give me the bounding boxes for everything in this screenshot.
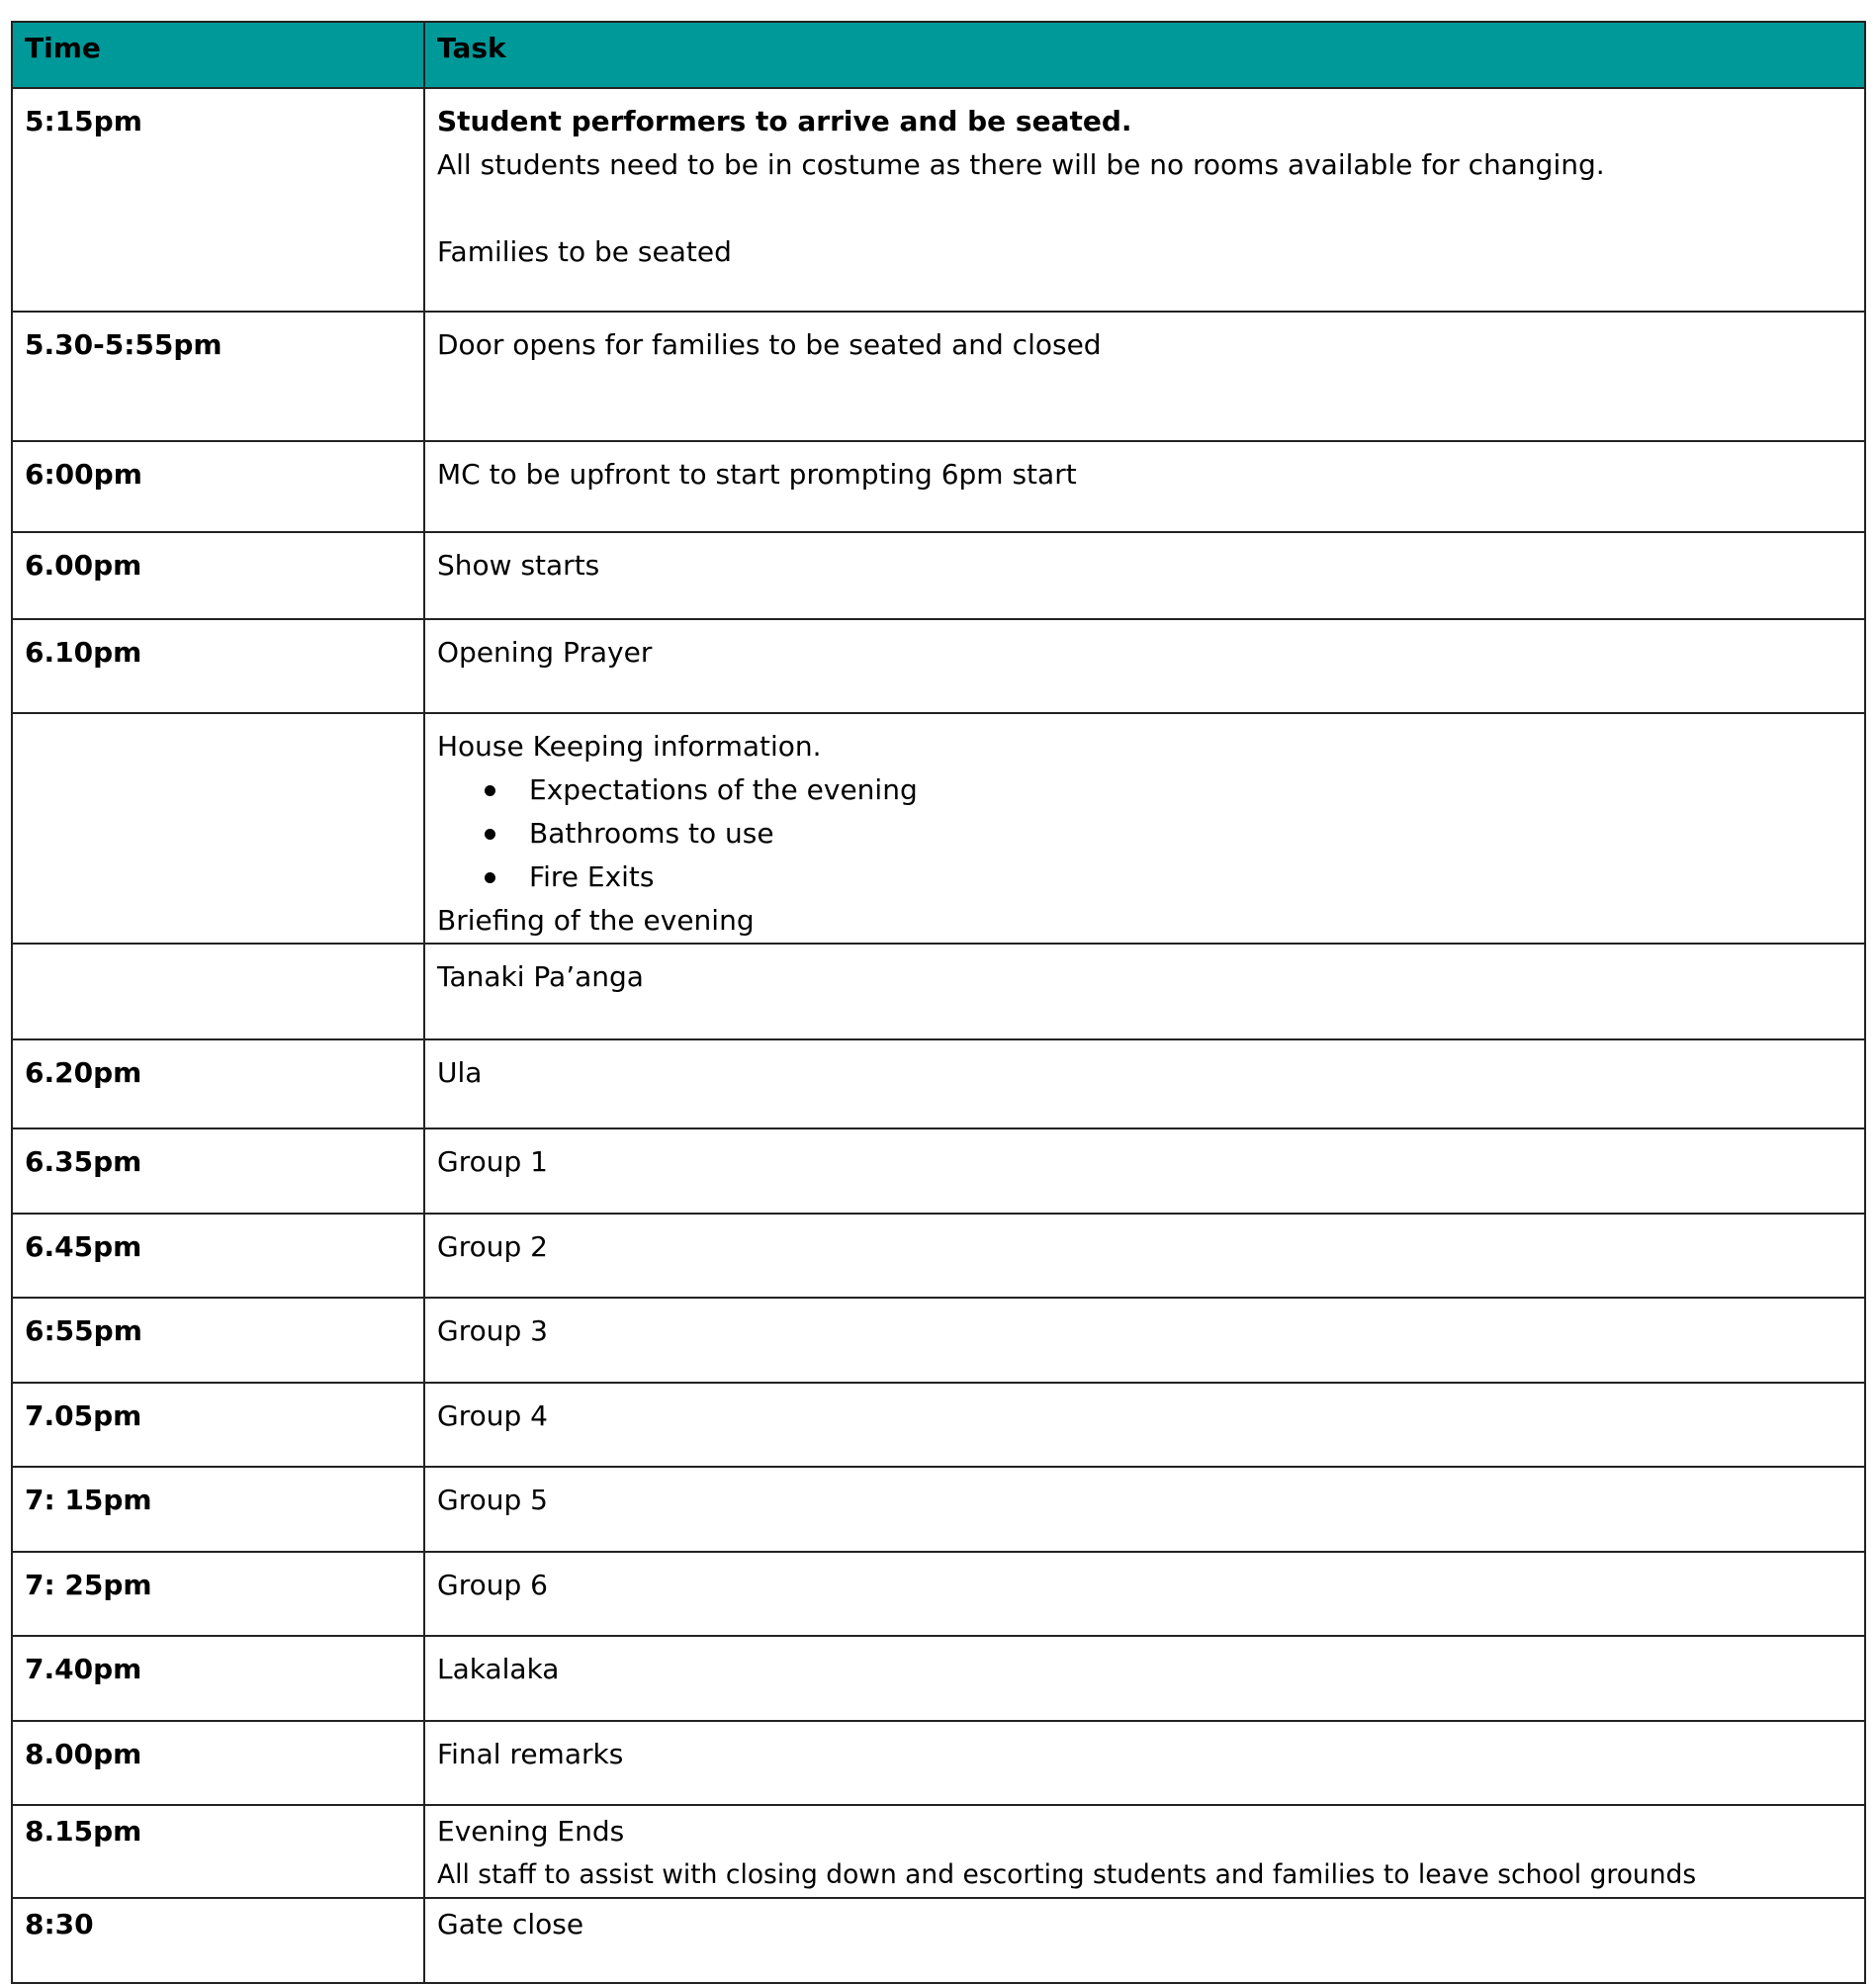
table-row [12, 1721, 1865, 1805]
list-item-label: Fire Exits [529, 860, 655, 893]
task-text: House Keeping information. [437, 730, 822, 763]
time-cell: 6.00pm [12, 532, 424, 619]
time-cell: 7.05pm [12, 1383, 424, 1467]
task-cell: Group 2 [424, 1214, 1865, 1298]
time-cell: 7: 15pm [12, 1467, 424, 1552]
schedule-table [11, 21, 1866, 1984]
list-item [437, 856, 1852, 899]
table-row [12, 713, 1865, 944]
task-cell: Lakalaka [424, 1636, 1865, 1721]
table-row [12, 1128, 1865, 1214]
list-item [437, 812, 1852, 856]
table-row [12, 1552, 1865, 1636]
task-cell: Group 4 [424, 1383, 1865, 1467]
list-item [437, 768, 1852, 812]
time-cell: 8.00pm [12, 1721, 424, 1805]
table-row [12, 1467, 1865, 1552]
time-cell: 8:30 [12, 1898, 424, 1983]
table-row [12, 1039, 1865, 1128]
task-cell: Opening Prayer [424, 619, 1865, 713]
table-row [12, 1636, 1865, 1721]
time-cell: 6.35pm [12, 1128, 424, 1214]
bullet-icon [485, 829, 495, 840]
time-cell: 5:15pm [12, 88, 424, 312]
table-row [12, 441, 1865, 532]
task-text: Families to be seated [437, 235, 732, 268]
task-header: Task [424, 22, 1865, 88]
table-row [12, 944, 1865, 1039]
table-row [12, 312, 1865, 441]
time-cell: 5.30-5:55pm [12, 312, 424, 441]
task-heading: Student performers to arrive and be seated. [437, 105, 1132, 137]
task-cell: Door opens for families to be seated and closed [424, 312, 1865, 441]
time-cell: 6.45pm [12, 1214, 424, 1298]
time-cell: 7: 25pm [12, 1552, 424, 1636]
task-cell: Group 1 [424, 1128, 1865, 1214]
task-cell: Ula [424, 1039, 1865, 1128]
time-cell: 6.20pm [12, 1039, 424, 1128]
bullet-icon [485, 872, 495, 883]
table-row [12, 1298, 1865, 1383]
task-cell: Show starts [424, 532, 1865, 619]
task-text: Briefing of the evening [437, 904, 755, 937]
table-row [12, 1383, 1865, 1467]
table-row [12, 1805, 1865, 1898]
task-text: All students need to be in costume as there will be no rooms available for changing. [437, 148, 1605, 181]
time-cell: 6:00pm [12, 441, 424, 532]
task-cell: Group 3 [424, 1298, 1865, 1383]
task-cell: Tanaki Pa’anga [424, 944, 1865, 1039]
bullet-icon [485, 785, 495, 796]
task-cell: Final remarks [424, 1721, 1865, 1805]
list-item-label: Expectations of the evening [529, 773, 918, 806]
task-cell [424, 713, 1865, 944]
task-cell: Gate close [424, 1898, 1865, 1983]
table-row [12, 88, 1865, 312]
time-cell: 7.40pm [12, 1636, 424, 1721]
task-cell: Group 6 [424, 1552, 1865, 1636]
time-header: Time [12, 22, 424, 88]
list-item-label: Bathrooms to use [529, 817, 774, 850]
task-text: All staff to assist with closing down and escorting students and families to leave school grounds [437, 1859, 1697, 1890]
time-cell: 6:55pm [12, 1298, 424, 1383]
task-cell [424, 1805, 1865, 1898]
header-row [12, 22, 1865, 88]
time-cell: 8.15pm [12, 1805, 424, 1898]
task-cell: Group 5 [424, 1467, 1865, 1552]
table-row [12, 619, 1865, 713]
time-cell: 6.10pm [12, 619, 424, 713]
table-row [12, 1898, 1865, 1983]
bullet-list [437, 768, 1852, 899]
task-cell [424, 88, 1865, 312]
table-row [12, 1214, 1865, 1298]
task-text: Evening Ends [437, 1815, 625, 1848]
task-cell: MC to be upfront to start prompting 6pm start [424, 441, 1865, 532]
time-cell [12, 713, 424, 944]
time-cell [12, 944, 424, 1039]
table-row [12, 532, 1865, 619]
